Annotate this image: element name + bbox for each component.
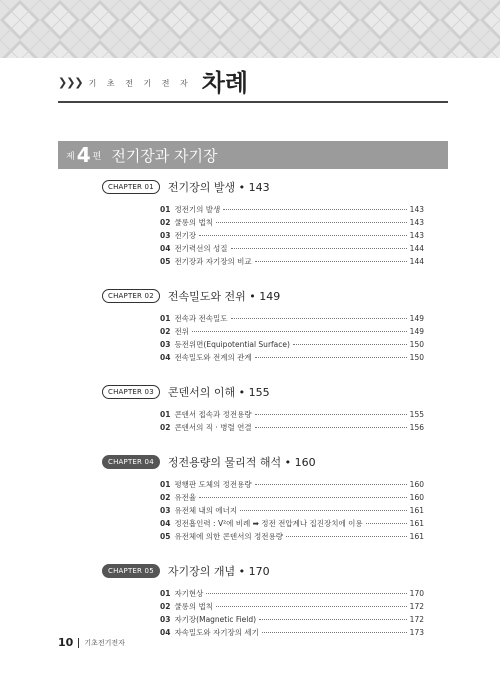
entry-number: 03 [160,506,171,515]
entry-title: 평행판 도체의 정전용량 [174,480,252,489]
entry-page: 150 [409,340,424,349]
part-title: 전기장과 자기장 [111,146,218,165]
toc-entry [160,531,424,544]
dot-leader [255,484,407,485]
chevron-right-icon: ❯❯❯ [58,76,83,89]
entry-page: 143 [409,218,424,227]
dot-leader [366,523,407,524]
entry-title: 쿨롱의 법칙 [174,602,214,611]
dot-leader [293,344,407,345]
chapter-heading [102,178,424,196]
dot-leader [192,331,407,332]
chapter-items [160,479,424,544]
toc-entry [160,217,424,230]
entry-page: 144 [409,244,424,253]
dot-leader [255,414,407,415]
entry-number: 04 [160,519,171,528]
dot-leader [255,261,407,262]
entry-number: 02 [160,423,171,432]
entry-number: 02 [160,493,171,502]
entry-number: 02 [160,327,171,336]
dot-leader [286,536,407,537]
entry-number: 05 [160,532,171,541]
entry-title: 전위 [174,327,189,336]
diamond-pattern-graphic [0,0,500,58]
toc-entry [160,352,424,365]
toc-entry [160,505,424,518]
entry-title: 쿨롱의 법칙 [174,218,214,227]
part-suffix: 편 [92,151,102,162]
toc-entry [160,492,424,505]
chapter-badge: CHAPTER 04 [102,455,160,469]
toc-entry [160,313,424,326]
toc-entry [160,422,424,435]
chapter-01 [102,178,424,269]
dot-leader [199,235,406,236]
dot-leader [262,632,407,633]
dot-leader [231,318,407,319]
dot-leader [199,497,406,498]
chapter-heading [102,383,424,401]
chapter-heading [102,287,424,305]
entry-page: 170 [409,589,424,598]
chapter-badge: CHAPTER 03 [102,385,160,399]
entry-title: 전기장 [174,231,197,240]
part-tag [66,145,101,165]
entry-page: 149 [409,327,424,336]
entry-title: 전기장과 자기장의 비교 [174,257,252,266]
dot-leader [206,593,406,594]
chapter-04 [102,453,424,544]
dot-leader [259,619,407,620]
footer-book-title: 기초전기전자 [84,638,125,647]
entry-page: 150 [409,353,424,362]
chapter-items [160,588,424,640]
chapter-title: 전속밀도와 전위 • 149 [167,290,281,303]
chapter-heading [102,453,424,471]
part-number: 4 [76,143,91,167]
entry-page: 160 [409,493,424,502]
chapter-badge: CHAPTER 01 [102,180,160,194]
chapter-02 [102,287,424,365]
entry-number: 03 [160,340,171,349]
entry-number: 01 [160,410,171,419]
entry-page: 161 [409,519,424,528]
entry-number: 01 [160,314,171,323]
part-header [58,141,448,169]
dot-leader [255,427,407,428]
page-footer [58,636,125,649]
entry-page: 160 [409,480,424,489]
toc-entry [160,518,424,531]
entry-title: 자기현상 [174,589,204,598]
entry-page: 155 [409,410,424,419]
dot-leader [240,510,407,511]
dot-leader [216,606,407,607]
entry-title: 자기장(Magnetic Field) [174,615,257,624]
toc-entry [160,588,424,601]
toc-entry [160,326,424,339]
header-pattern [0,0,500,58]
toc-entry [160,627,424,640]
entry-number: 03 [160,231,171,240]
entry-title: 자속밀도와 자기장의 세기 [174,628,259,637]
chapter-items [160,313,424,365]
dot-leader [255,357,407,358]
toc-title-bar [58,57,448,103]
entry-number: 04 [160,244,171,253]
toc-entry [160,479,424,492]
toc-entry [160,601,424,614]
toc-entry [160,256,424,269]
chapter-03 [102,383,424,435]
entry-title: 전기력선의 성질 [174,244,228,253]
entry-number: 04 [160,353,171,362]
page-number: 10 [58,636,74,649]
entry-page: 149 [409,314,424,323]
entry-number: 02 [160,218,171,227]
toc-entry [160,409,424,422]
chapter-items [160,409,424,435]
entry-title: 정전기의 발생 [174,205,221,214]
entry-page: 172 [409,615,424,624]
chapter-05 [102,562,424,640]
chapter-title: 전기장의 발생 • 143 [167,181,270,194]
entry-number: 05 [160,257,171,266]
entry-number: 04 [160,628,171,637]
chapter-heading [102,562,424,580]
entry-title: 콘덴서의 직 · 병렬 연결 [174,423,252,432]
entry-page: 161 [409,506,424,515]
chapter-badge: CHAPTER 05 [102,564,160,578]
toc-entry [160,339,424,352]
dot-leader [231,248,407,249]
entry-title: 등전위면(Equipotential Surface) [174,340,290,349]
part-prefix: 제 [66,151,75,162]
chapter-title: 정전용량의 물리적 해석 • 160 [167,456,316,469]
chapter-badge: CHAPTER 02 [102,289,160,303]
entry-number: 03 [160,615,171,624]
book-title-small: 기 초 전 기 전 자 [88,79,192,88]
entry-page: 156 [409,423,424,432]
toc-entry [160,243,424,256]
entry-number: 01 [160,589,171,598]
dot-leader [216,222,407,223]
entry-title: 유전율 [174,493,197,502]
dot-leader [223,209,406,210]
page-title: 차례 [201,69,249,97]
toc-entry [160,614,424,627]
entry-title: 콘덴서 접속과 정전용량 [174,410,252,419]
footer-divider [78,638,79,648]
entry-page: 144 [409,257,424,266]
entry-title: 유전체 내의 에너지 [174,506,238,515]
entry-page: 173 [409,628,424,637]
entry-title: 전속밀도와 전계의 관계 [174,353,252,362]
chapter-items [160,204,424,269]
table-of-contents [102,178,424,658]
chapter-title: 콘덴서의 이해 • 155 [167,386,270,399]
chapter-title: 자기장의 개념 • 170 [167,565,270,578]
entry-page: 143 [409,231,424,240]
entry-number: 02 [160,602,171,611]
entry-number: 01 [160,205,171,214]
entry-title: 정전흡인력 : V²에 비례 ➡ 정전 전압계나 집진장치에 이용 [174,519,363,528]
entry-page: 143 [409,205,424,214]
entry-number: 01 [160,480,171,489]
toc-entry [160,230,424,243]
entry-title: 유전체에 의한 콘덴서의 정전용량 [174,532,284,541]
entry-title: 전속과 전속밀도 [174,314,228,323]
entry-page: 172 [409,602,424,611]
toc-entry [160,204,424,217]
entry-page: 161 [409,532,424,541]
